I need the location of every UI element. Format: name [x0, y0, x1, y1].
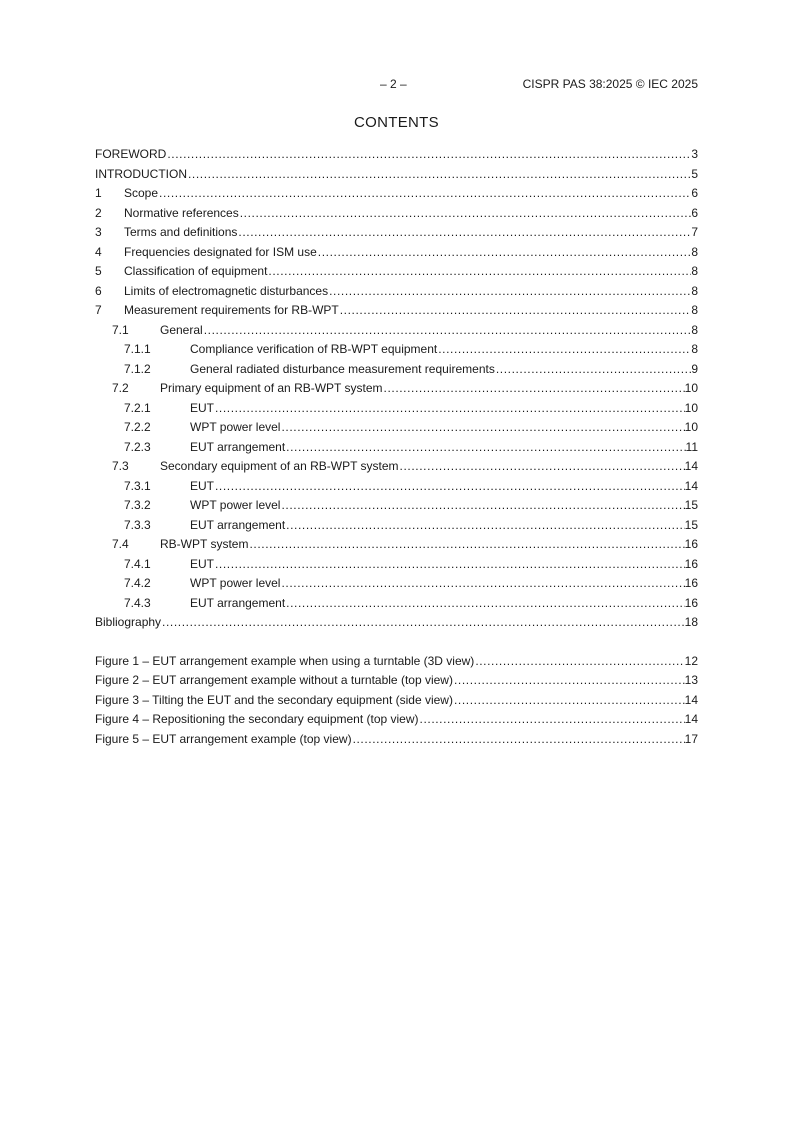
dot-leader — [280, 418, 684, 438]
toc-entry[interactable] — [95, 457, 698, 477]
dot-leader — [166, 145, 691, 165]
toc-entry-page: 17 — [684, 731, 698, 746]
toc-entry-number: 5 — [95, 264, 102, 278]
toc-entry-page: 18 — [684, 615, 698, 629]
toc-entry-page: 8 — [691, 322, 698, 337]
toc-entry[interactable] — [95, 165, 698, 185]
toc-entry-number: 7.2.3 — [124, 439, 151, 454]
dot-leader — [474, 652, 684, 672]
toc-entry-page: 10 — [684, 381, 698, 395]
toc-entry-number: 1 — [95, 186, 102, 200]
toc-entry-page: 14 — [684, 692, 698, 707]
toc-entry-title: INTRODUCTION — [95, 166, 187, 181]
toc-entry-title: EUT arrangement — [190, 595, 286, 610]
toc-entry[interactable] — [95, 379, 698, 399]
toc-entry-number: 7.4.1 — [124, 556, 151, 571]
toc-entry-number: 7.2.2 — [124, 420, 151, 434]
dot-leader — [214, 555, 685, 575]
toc-entry-title: Figure 5 – EUT arrangement example (top view) — [95, 731, 352, 746]
toc-entry[interactable] — [95, 418, 698, 438]
page-header — [0, 76, 793, 92]
toc-entry-page: 8 — [691, 342, 698, 356]
toc-entry-title: Scope — [124, 186, 159, 200]
dot-leader — [239, 204, 692, 224]
toc-entry-title: General — [160, 322, 203, 337]
toc-entry-title: EUT — [190, 556, 214, 571]
toc-entry[interactable] — [95, 477, 698, 497]
toc-entry[interactable] — [95, 184, 698, 204]
dot-leader — [203, 321, 692, 341]
toc-entry-title: Terms and definitions — [124, 225, 238, 239]
toc-entry-page: 12 — [684, 653, 698, 668]
dot-leader — [285, 438, 685, 458]
toc-entry-number: 7.3.1 — [124, 478, 151, 493]
toc-entry-number: 7.1.2 — [124, 361, 151, 376]
toc-entry[interactable] — [95, 360, 698, 380]
page-number: – 2 – — [380, 77, 407, 91]
toc-entry[interactable] — [95, 340, 698, 360]
figure-list-entry[interactable] — [95, 730, 698, 750]
toc-entry[interactable] — [95, 262, 698, 282]
toc-entry-page: 6 — [691, 205, 698, 220]
toc-entry[interactable] — [95, 516, 698, 536]
toc-entry[interactable] — [95, 145, 698, 165]
dot-leader — [339, 301, 692, 321]
table-of-contents — [95, 145, 698, 749]
toc-entry-number: 7.4.2 — [124, 576, 151, 590]
toc-entry-page: 11 — [685, 439, 698, 454]
toc-entry-page: 3 — [691, 147, 698, 161]
dot-leader — [267, 262, 691, 282]
toc-entry-page: 9 — [691, 361, 698, 376]
toc-entry[interactable] — [95, 496, 698, 516]
dot-leader — [214, 477, 685, 497]
toc-entry-page: 8 — [691, 264, 698, 278]
dot-leader — [285, 594, 684, 614]
toc-entry-page: 8 — [691, 283, 698, 298]
toc-entry-page: 16 — [684, 537, 698, 551]
figure-list-entry[interactable] — [95, 710, 698, 730]
toc-entry-number: 7.3.2 — [124, 498, 151, 512]
dot-leader — [214, 399, 685, 419]
toc-entry[interactable] — [95, 282, 698, 302]
toc-entry-number: 7.3.3 — [124, 517, 151, 532]
toc-entry-page: 5 — [691, 166, 698, 181]
toc-entry[interactable] — [95, 321, 698, 341]
dot-leader — [383, 379, 685, 399]
toc-entry-page: 14 — [684, 712, 698, 726]
figure-list-entry[interactable] — [95, 691, 698, 711]
dot-leader — [453, 691, 685, 711]
toc-entry-number: 7.4 — [112, 537, 129, 551]
toc-entry[interactable] — [95, 438, 698, 458]
document-reference: CISPR PAS 38:2025 © IEC 2025 — [522, 77, 698, 91]
toc-entry-title: FOREWORD — [95, 147, 167, 161]
dot-leader — [280, 496, 684, 516]
dot-leader — [328, 282, 691, 302]
toc-entry-page: 15 — [684, 498, 698, 512]
dot-leader — [187, 165, 691, 185]
toc-entry-page: 15 — [684, 517, 698, 532]
toc-entry-number: 2 — [95, 205, 102, 220]
toc-entry[interactable] — [95, 535, 698, 555]
toc-entry-title: Figure 4 – Repositioning the secondary equipment (top view) — [95, 712, 419, 726]
toc-entry[interactable] — [95, 399, 698, 419]
toc-entry-title: Frequencies designated for ISM use — [124, 244, 317, 259]
figure-list-entry[interactable] — [95, 671, 698, 691]
toc-entry-page: 8 — [691, 244, 698, 259]
toc-entry-page: 16 — [684, 556, 698, 571]
toc-entry[interactable] — [95, 223, 698, 243]
toc-entry-title: Primary equipment of an RB-WPT system — [160, 381, 383, 395]
contents-title: CONTENTS — [354, 114, 439, 131]
toc-entry-number: 4 — [95, 244, 102, 259]
dot-leader — [495, 360, 691, 380]
toc-entry-title: General radiated disturbance measurement requirements — [190, 361, 495, 376]
toc-entry-page: 13 — [684, 673, 698, 687]
toc-entry-page: 6 — [691, 186, 698, 200]
toc-entry-page: 14 — [684, 478, 698, 493]
figure-list-entry[interactable] — [95, 652, 698, 672]
dot-leader — [453, 671, 685, 691]
toc-entry-title: WPT power level — [190, 420, 281, 434]
dot-leader — [161, 613, 685, 633]
toc-entry[interactable] — [95, 594, 698, 614]
toc-entry-title: EUT — [190, 478, 214, 493]
toc-entry-page: 7 — [691, 225, 698, 239]
toc-entry[interactable] — [95, 574, 698, 594]
toc-entry[interactable] — [95, 613, 698, 633]
toc-entry[interactable] — [95, 204, 698, 224]
toc-entry-title: EUT — [190, 400, 214, 415]
toc-entry[interactable] — [95, 555, 698, 575]
toc-entry-page: 16 — [684, 595, 698, 610]
toc-entry-page: 10 — [684, 420, 698, 434]
toc-entry-number: 7.4.3 — [124, 595, 151, 610]
toc-entry-number: 7.1.1 — [124, 342, 151, 356]
toc-entry-title: WPT power level — [190, 576, 281, 590]
dot-leader — [352, 730, 685, 750]
dot-leader — [248, 535, 684, 555]
dot-leader — [237, 223, 691, 243]
toc-entry-page: 16 — [684, 576, 698, 590]
toc-entry-number: 7.1 — [112, 322, 129, 337]
toc-entry-title: WPT power level — [190, 498, 281, 512]
toc-entry-title: Measurement requirements for RB-WPT — [124, 303, 339, 317]
toc-entry-title: EUT arrangement — [190, 439, 286, 454]
toc-entry-title: Classification of equipment — [124, 264, 268, 278]
toc-entry-title: Compliance verification of RB-WPT equipment — [190, 342, 438, 356]
toc-entry-number: 7.3 — [112, 459, 129, 473]
dot-leader — [285, 516, 684, 536]
toc-entry-number: 6 — [95, 283, 102, 298]
toc-entry[interactable] — [95, 243, 698, 263]
toc-entry-title: Figure 2 – EUT arrangement example without a turntable (top view) — [95, 673, 453, 687]
dot-leader — [158, 184, 691, 204]
toc-entry-title: Bibliography — [95, 615, 162, 629]
toc-entry-number: 3 — [95, 225, 102, 239]
dot-leader — [399, 457, 685, 477]
toc-entry-number: 7 — [95, 303, 102, 317]
dot-leader — [280, 574, 684, 594]
toc-entry-title: Figure 3 – Tilting the EUT and the secondary equipment (side view) — [95, 692, 453, 707]
toc-entry-page: 14 — [684, 459, 698, 473]
dot-leader — [317, 243, 692, 263]
toc-entry-title: Normative references — [124, 205, 239, 220]
toc-entry-number: 7.2 — [112, 381, 129, 395]
toc-entry-title: Secondary equipment of an RB-WPT system — [160, 459, 399, 473]
toc-entry-page: 8 — [691, 303, 698, 317]
dot-leader — [419, 710, 685, 730]
toc-entry-title: EUT arrangement — [190, 517, 286, 532]
toc-entry-title: RB-WPT system — [160, 537, 249, 551]
toc-entry-title: Figure 1 – EUT arrangement example when using a turntable (3D view) — [95, 653, 475, 668]
toc-entry[interactable] — [95, 301, 698, 321]
toc-entry-page: 10 — [684, 400, 698, 415]
toc-entry-number: 7.2.1 — [124, 400, 151, 415]
dot-leader — [437, 340, 691, 360]
toc-entry-title: Limits of electromagnetic disturbances — [124, 283, 329, 298]
